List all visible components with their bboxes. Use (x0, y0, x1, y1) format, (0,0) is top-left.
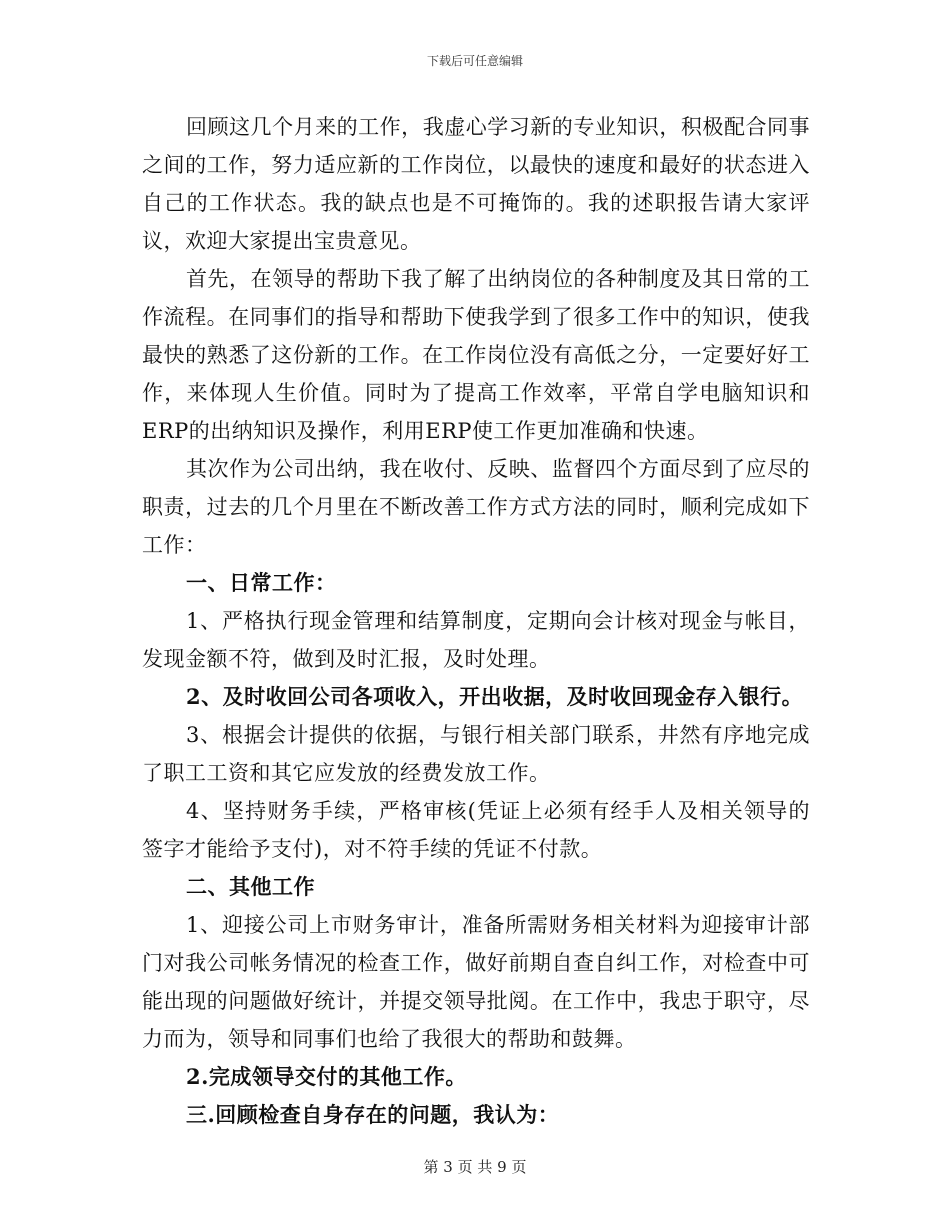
list-item-collect-income: 2、及时收回公司各项收入，开出收据，及时收回现金存入银行。 (186, 684, 804, 709)
list-item-audit: 1、迎接公司上市财务审计，准备所需财务相关材料为迎接审计部门对我公司帐务情况的检查工作，做好前期自查自纠工作，对检查中可能出现的问题做好统计，并提交领导批阅。在工作中，我忠于职守，尽力而为，领导和同事们也给了我很大的帮助和鼓舞。 (142, 913, 810, 1051)
page-footer: 第 3 页 共 9 页 (423, 1158, 527, 1176)
list-item-other-tasks: 2.完成领导交付的其他工作。 (186, 1064, 467, 1089)
page-header: 下载后可任意编辑 (426, 54, 523, 68)
paragraph-first: 首先，在领导的帮助下我了解了出纳岗位的各种制度及其日常的工作流程。在同事们的指导和帮助下使我学到了很多工作中的知识，使我最快的熟悉了这份新的工作。在工作岗位没有高低之分，一定要好好工作，来体现人生价值。同时为了提高工作效率，平常自学电脑知识和ERP的出纳知识及操作，利用ERP使工作更加准确和快速。 (142, 267, 810, 443)
paragraph-second: 其次作为公司出纳，我在收付、反映、监督四个方面尽到了应尽的职责，过去的几个月里在不断改善工作方式方法的同时，顺利完成如下工作： (142, 457, 810, 557)
paragraph-review: 回顾这几个月来的工作，我虚心学习新的专业知识，积极配合同事之间的工作，努力适应新的工作岗位，以最快的速度和最好的状态进入自己的工作状态。我的缺点也是不可掩饰的。我的述职报告请大家评议，欢迎大家提出宝贵意见。 (142, 115, 810, 253)
list-item-salary-payment: 3、根据会计提供的依据，与银行相关部门联系，井然有序地完成了职工工资和其它应发放的经费发放工作。 (142, 723, 810, 785)
section-heading-self-review: 三.回顾检查自身存在的问题，我认为： (186, 1102, 560, 1127)
list-item-financial-procedures: 4、坚持财务手续，严格审核(凭证上必须有经手人及相关领导的签字才能给予支付)，对不符手续的凭证不付款。 (142, 799, 810, 861)
document-body (142, 108, 810, 1134)
list-item-cash-management: 1、严格执行现金管理和结算制度，定期向会计核对现金与帐目，发现金额不符，做到及时汇报，及时处理。 (142, 609, 810, 671)
section-heading-other-work: 二、其他工作 (186, 874, 315, 899)
section-heading-daily-work: 一、日常工作： (186, 570, 337, 595)
